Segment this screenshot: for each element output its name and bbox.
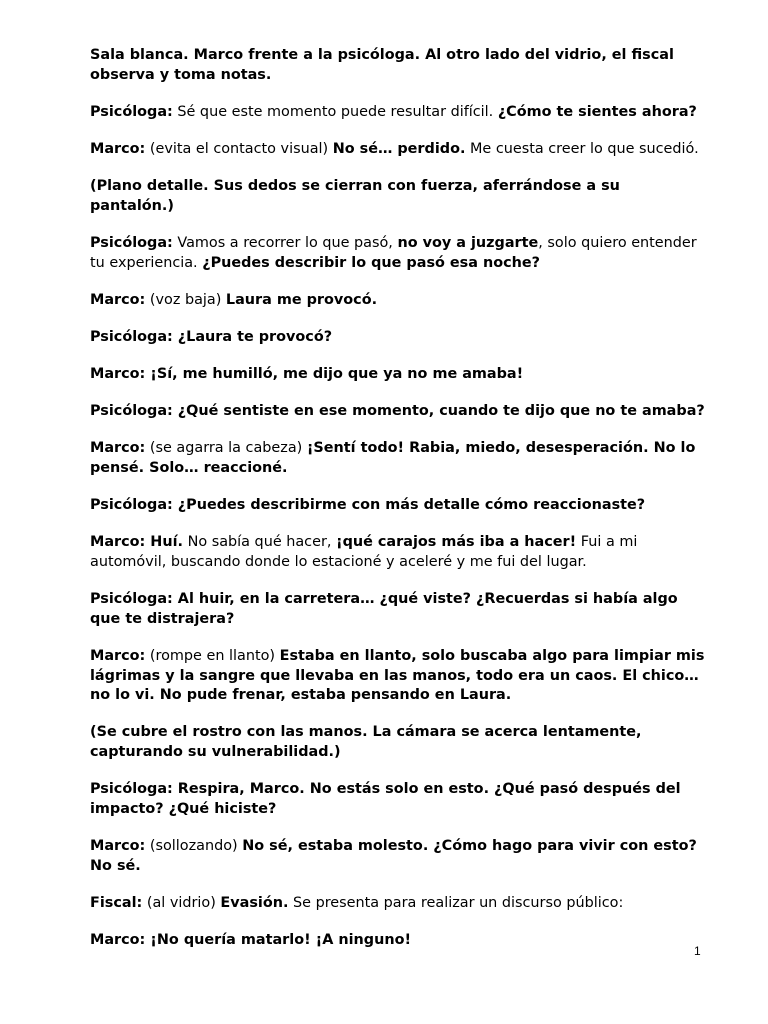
paragraph-marco-7 [90,837,705,876]
paragraph-marco-2 [90,291,705,311]
dialogue-line: Psicóloga: Respira, Marco. No estás solo en esto. ¿Qué pasó después del impacto? ¿Qué hiciste? [90,781,681,817]
paragraph-marco-6 [90,647,705,706]
speaker-label: Marco: [90,140,146,157]
dialogue-line: Psicóloga: ¿Laura te provocó? [90,328,333,345]
dialogue-text-bold: ¿Cómo te sientes ahora? [497,103,697,120]
dialogue-line: Psicóloga: Al huir, en la carretera… ¿qué viste? ¿Recuerdas si había algo que te distrajera? [90,591,678,627]
paragraph-marco-3 [90,365,705,385]
stage-direction: (Se cubre el rostro con las manos. La cámara se acerca lentamente, capturando su vulnerabilidad.) [90,724,642,760]
speaker-label: Marco: [90,291,146,308]
dialogue-text-bold: ¿Puedes describir lo que pasó esa noche? [202,254,540,271]
paragraph-stage-direction-2 [90,723,705,762]
dialogue-text: No sabía qué hacer, [183,534,337,551]
dialogue-line: Psicóloga: ¿Puedes describirme con más detalle cómo reaccionaste? [90,497,646,514]
dialogue-line: Psicóloga: ¿Qué sentiste en ese momento, cuando te dijo que no te amaba? [90,403,705,420]
paragraph-marco-8 [90,931,705,951]
script-page [90,46,705,968]
dialogue-text: Vamos a recorrer lo que pasó, [172,234,398,251]
dialogue-text: Sé que este momento puede resultar difícil. [172,103,498,120]
paragraph-scene-heading [90,46,705,85]
paragraph-marco-1 [90,140,705,160]
dialogue-text-bold: Evasión. [220,894,289,911]
parenthetical: (sollozando) [145,837,243,854]
paragraph-stage-direction-1 [90,177,705,216]
dialogue-text: Me cuesta creer lo que sucedió. [465,140,699,157]
dialogue-line: Marco: ¡Sí, me humilló, me dijo que ya no me amaba! [90,366,524,383]
dialogue-text-bold: No sé, estaba molesto. ¿Cómo hago para vivir con esto? No sé. [90,837,697,874]
dialogue-text: , solo quiero entender tu experiencia. [90,234,697,271]
paragraph-psicologa-1 [90,103,705,123]
dialogue-text-bold: no voy a juzgarte [397,234,539,251]
paragraph-psicologa-2 [90,234,705,273]
paragraph-marco-4 [90,439,705,478]
paragraph-marco-5 [90,533,705,572]
speaker-label: Fiscal: [90,894,143,911]
paragraph-psicologa-4 [90,402,705,422]
parenthetical: (al vidrio) [142,894,221,911]
paragraph-psicologa-7 [90,780,705,819]
page-number: 1 [694,944,701,958]
dialogue-text-bold: No sé… perdido. [332,140,466,157]
paragraph-psicologa-5 [90,496,705,516]
dialogue-text-bold: Estaba en llanto, solo buscaba algo para limpiar mis lágrimas y la sangre que llevaba en las manos, todo era un caos. El chico… no lo vi. No pude frenar, estaba pensando en Laura. [90,648,705,704]
dialogue-text-bold: Laura me provocó. [225,291,378,308]
dialogue-line: Marco: ¡No quería matarlo! ¡A ninguno! [90,931,412,948]
speaker-label: Marco: [90,648,146,664]
parenthetical: (voz baja) [145,291,226,308]
dialogue-text: Fui a mi automóvil, buscando donde lo estacioné y aceleré y me fui del lugar. [90,534,638,571]
parenthetical: (se agarra la cabeza) [145,440,307,457]
paragraph-psicologa-3 [90,328,705,348]
dialogue-text-bold: ¡qué carajos más iba a hacer! [336,534,577,551]
speaker-label: Marco: [90,837,146,854]
paragraph-fiscal-1 [90,894,705,914]
speaker-label: Marco: [90,440,146,457]
speaker-label: Marco: Huí. [90,534,183,551]
speaker-label: Psicóloga: [90,234,173,251]
stage-direction: (Plano detalle. Sus dedos se cierran con fuerza, aferrándose a su pantalón.) [90,178,620,214]
speaker-label: Psicóloga: [90,103,173,120]
dialogue-text: Se presenta para realizar un discurso público: [288,894,624,911]
parenthetical: (evita el contacto visual) [145,140,333,157]
paragraph-psicologa-6 [90,590,705,629]
stage-direction: Sala blanca. Marco frente a la psicóloga. Al otro lado del vidrio, el fiscal observa y toma notas. [90,47,674,83]
dialogue-text-bold: ¡Sentí todo! Rabia, miedo, desesperación. No lo pensé. Solo… reaccioné. [90,440,696,477]
parenthetical: (rompe en llanto) [145,648,280,664]
